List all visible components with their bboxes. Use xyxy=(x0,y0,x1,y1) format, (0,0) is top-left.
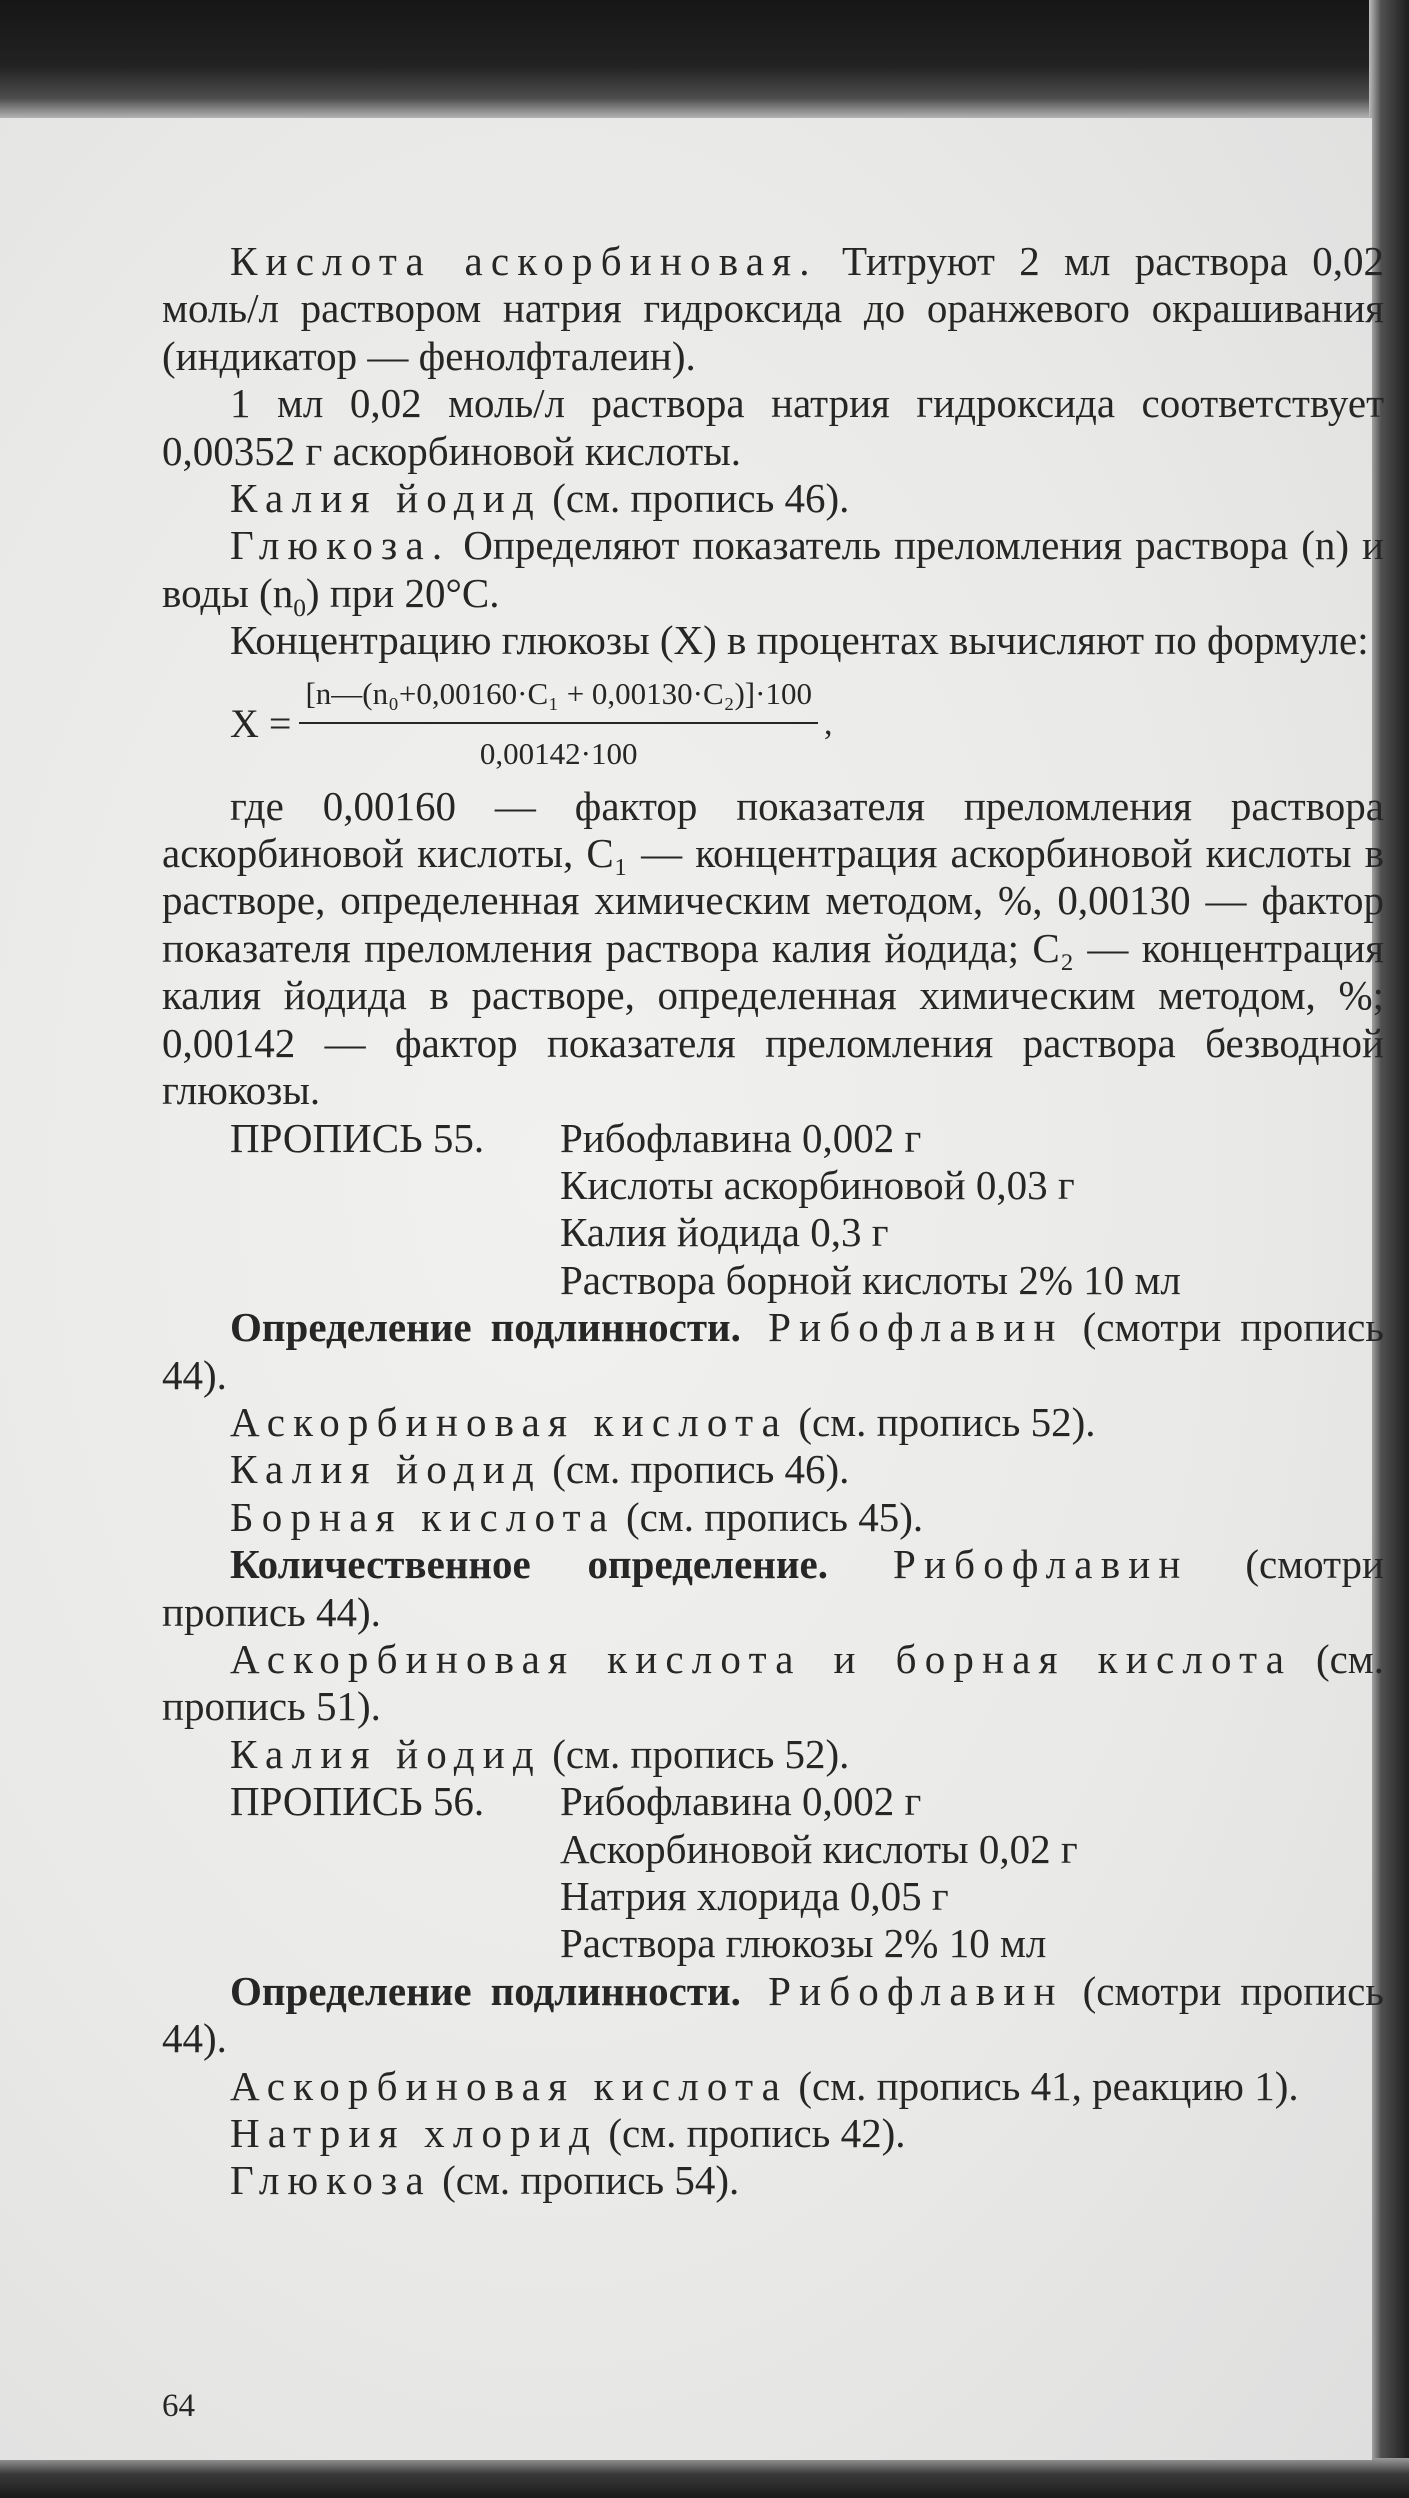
page-text xyxy=(162,238,1384,2205)
r55-identity xyxy=(162,1304,1384,1399)
text-glucose-end: ) при 20°С. xyxy=(305,569,500,616)
subscript-zero: 0 xyxy=(293,594,306,623)
formula-fraction xyxy=(299,670,818,777)
text-ascorbic-titration: Титруют 2 мл раствора 0,02 моль/л раствором натрия гидроксида до оранжевого окрашивания (индикатор — фенолфталеин). xyxy=(162,238,1384,379)
r55-quantitative xyxy=(162,1541,1384,1636)
recipe-55-item: Калия йодида 0,3 г xyxy=(560,1209,889,1256)
paragraph-glucose xyxy=(162,522,1384,623)
substance-name: Глюкоза xyxy=(230,2157,432,2204)
paragraph-formula-intro: Концентрацию глюкозы (X) в процентах вычисляют по формуле: xyxy=(230,617,1369,664)
recipe-56-label: ПРОПИСЬ 56. xyxy=(230,1778,485,1825)
r56-line xyxy=(162,2063,1384,2110)
recipe-reference: (см. пропись 51). xyxy=(162,1635,1384,1730)
recipe-reference: (см. пропись 52). xyxy=(788,1398,1096,1445)
formula-lhs: X = xyxy=(230,700,292,746)
scan-frame-bottom xyxy=(0,2458,1409,2498)
r55-line xyxy=(162,1399,1384,1446)
recipe-55-item: Рибофлавина 0,002 г xyxy=(560,1114,922,1161)
recipe-55-label: ПРОПИСЬ 55. xyxy=(230,1114,485,1161)
recipe-reference: (смотри пропись 44). xyxy=(162,1541,1384,1635)
recipe-56-item: Рибофлавина 0,002 г xyxy=(560,1778,922,1825)
book-page xyxy=(0,118,1384,2460)
formula-denominator: 0,00142·100 xyxy=(479,735,638,771)
glucose-formula xyxy=(162,665,1384,783)
identity-heading: Определение подлинности. xyxy=(230,1967,741,2014)
recipe-56 xyxy=(162,1778,1384,1968)
identity-heading: Определение подлинности. xyxy=(230,1304,741,1351)
formula-numerator: [n—(n₀+0,00160·C₁ + 0,00130·C₂)]·100 xyxy=(299,670,818,723)
r55-quant-line xyxy=(162,1731,1384,1778)
substance-name: Рибофлавин xyxy=(740,1304,1064,1351)
substance-name: Аскорбиновая кислота xyxy=(230,2062,789,2109)
recipe-55-item: Кислоты аскорбиновой 0,03 г xyxy=(560,1161,1075,1208)
paragraph-ascorbic-titration xyxy=(162,238,1384,380)
recipe-56-item: Аскорбиновой кислоты 0,02 г xyxy=(560,1825,1078,1872)
paragraph-formula-explanation: где 0,00160 — фактор показателя преломления раствора аскорбиновой кислоты, C₁ — концентрация аскорбиновой кислоты в растворе, определенная химическим методом, %, 0,00130 — фактор показателя преломления раствора калия йодида; C₂ — концентрация калия йодида в растворе, определенная химическим методом, %; 0,00142 — фактор показателя преломления раствора безводной глюкозы. xyxy=(162,782,1384,1114)
substance-name: Аскорбиновая кислота xyxy=(230,1398,789,1445)
recipe-55-item: Раствора борной кислоты 2% 10 мл xyxy=(560,1256,1181,1303)
r55-quant-line xyxy=(162,1636,1384,1731)
r56-line xyxy=(162,2110,1384,2157)
recipe-reference: (см. пропись 41, реакцию 1). xyxy=(788,2062,1299,2109)
substance-name: Рибофлавин xyxy=(827,1541,1189,1588)
substance-name: Калия йодид xyxy=(230,1730,542,1777)
formula-comma: , xyxy=(823,704,833,742)
r55-line xyxy=(162,1494,1384,1541)
paragraph-equivalence: 1 мл 0,02 моль/л раствора натрия гидроксида соответствует 0,00352 г аскорбиновой кислоты. xyxy=(162,380,1384,474)
heading-potassium-iodide: Калия йодид xyxy=(230,475,542,522)
r56-line xyxy=(162,2157,1384,2204)
heading-ascorbic-acid: Кислота аскорбиновая. xyxy=(230,238,818,284)
text-glucose: Определяют показатель преломления раствора (n) и воды (n xyxy=(162,522,1384,616)
paragraph-potassium-iodide xyxy=(162,475,1384,522)
recipe-reference: (см. пропись 42). xyxy=(598,2110,906,2157)
recipe-56-item: Натрия хлорида 0,05 г xyxy=(560,1873,949,1919)
recipe-reference: (см. пропись 45). xyxy=(615,1493,924,1540)
recipe-reference: (см. пропись 46). xyxy=(542,1446,850,1493)
quantitative-heading: Количественное определение. xyxy=(230,1541,828,1588)
heading-glucose: Глюкоза. xyxy=(230,522,451,569)
recipe-56-item: Раствора глюкозы 2% 10 мл xyxy=(560,1920,1047,1967)
substance-name: Аскорбиновая кислота и борная кислота xyxy=(230,1635,1293,1682)
substance-name: Натрия хлорид xyxy=(230,2110,599,2157)
substance-name: Рибофлавин xyxy=(740,1967,1064,2014)
recipe-reference: (смотри пропись 44). xyxy=(162,1304,1384,1398)
recipe-55 xyxy=(162,1115,1384,1305)
substance-name: Калия йодид xyxy=(230,1446,542,1493)
page-number: 64 xyxy=(162,2388,195,2424)
scan-frame-top xyxy=(0,0,1409,120)
text-potassium-iodide: (см. пропись 46). xyxy=(542,475,850,522)
r56-identity xyxy=(162,1968,1384,2063)
r55-line xyxy=(162,1446,1384,1493)
substance-name: Борная кислота xyxy=(230,1493,616,1540)
recipe-reference: (смотри пропись 44). xyxy=(162,1967,1384,2062)
recipe-reference: (см. пропись 54). xyxy=(431,2157,740,2204)
recipe-reference: (см. пропись 52). xyxy=(542,1730,850,1777)
